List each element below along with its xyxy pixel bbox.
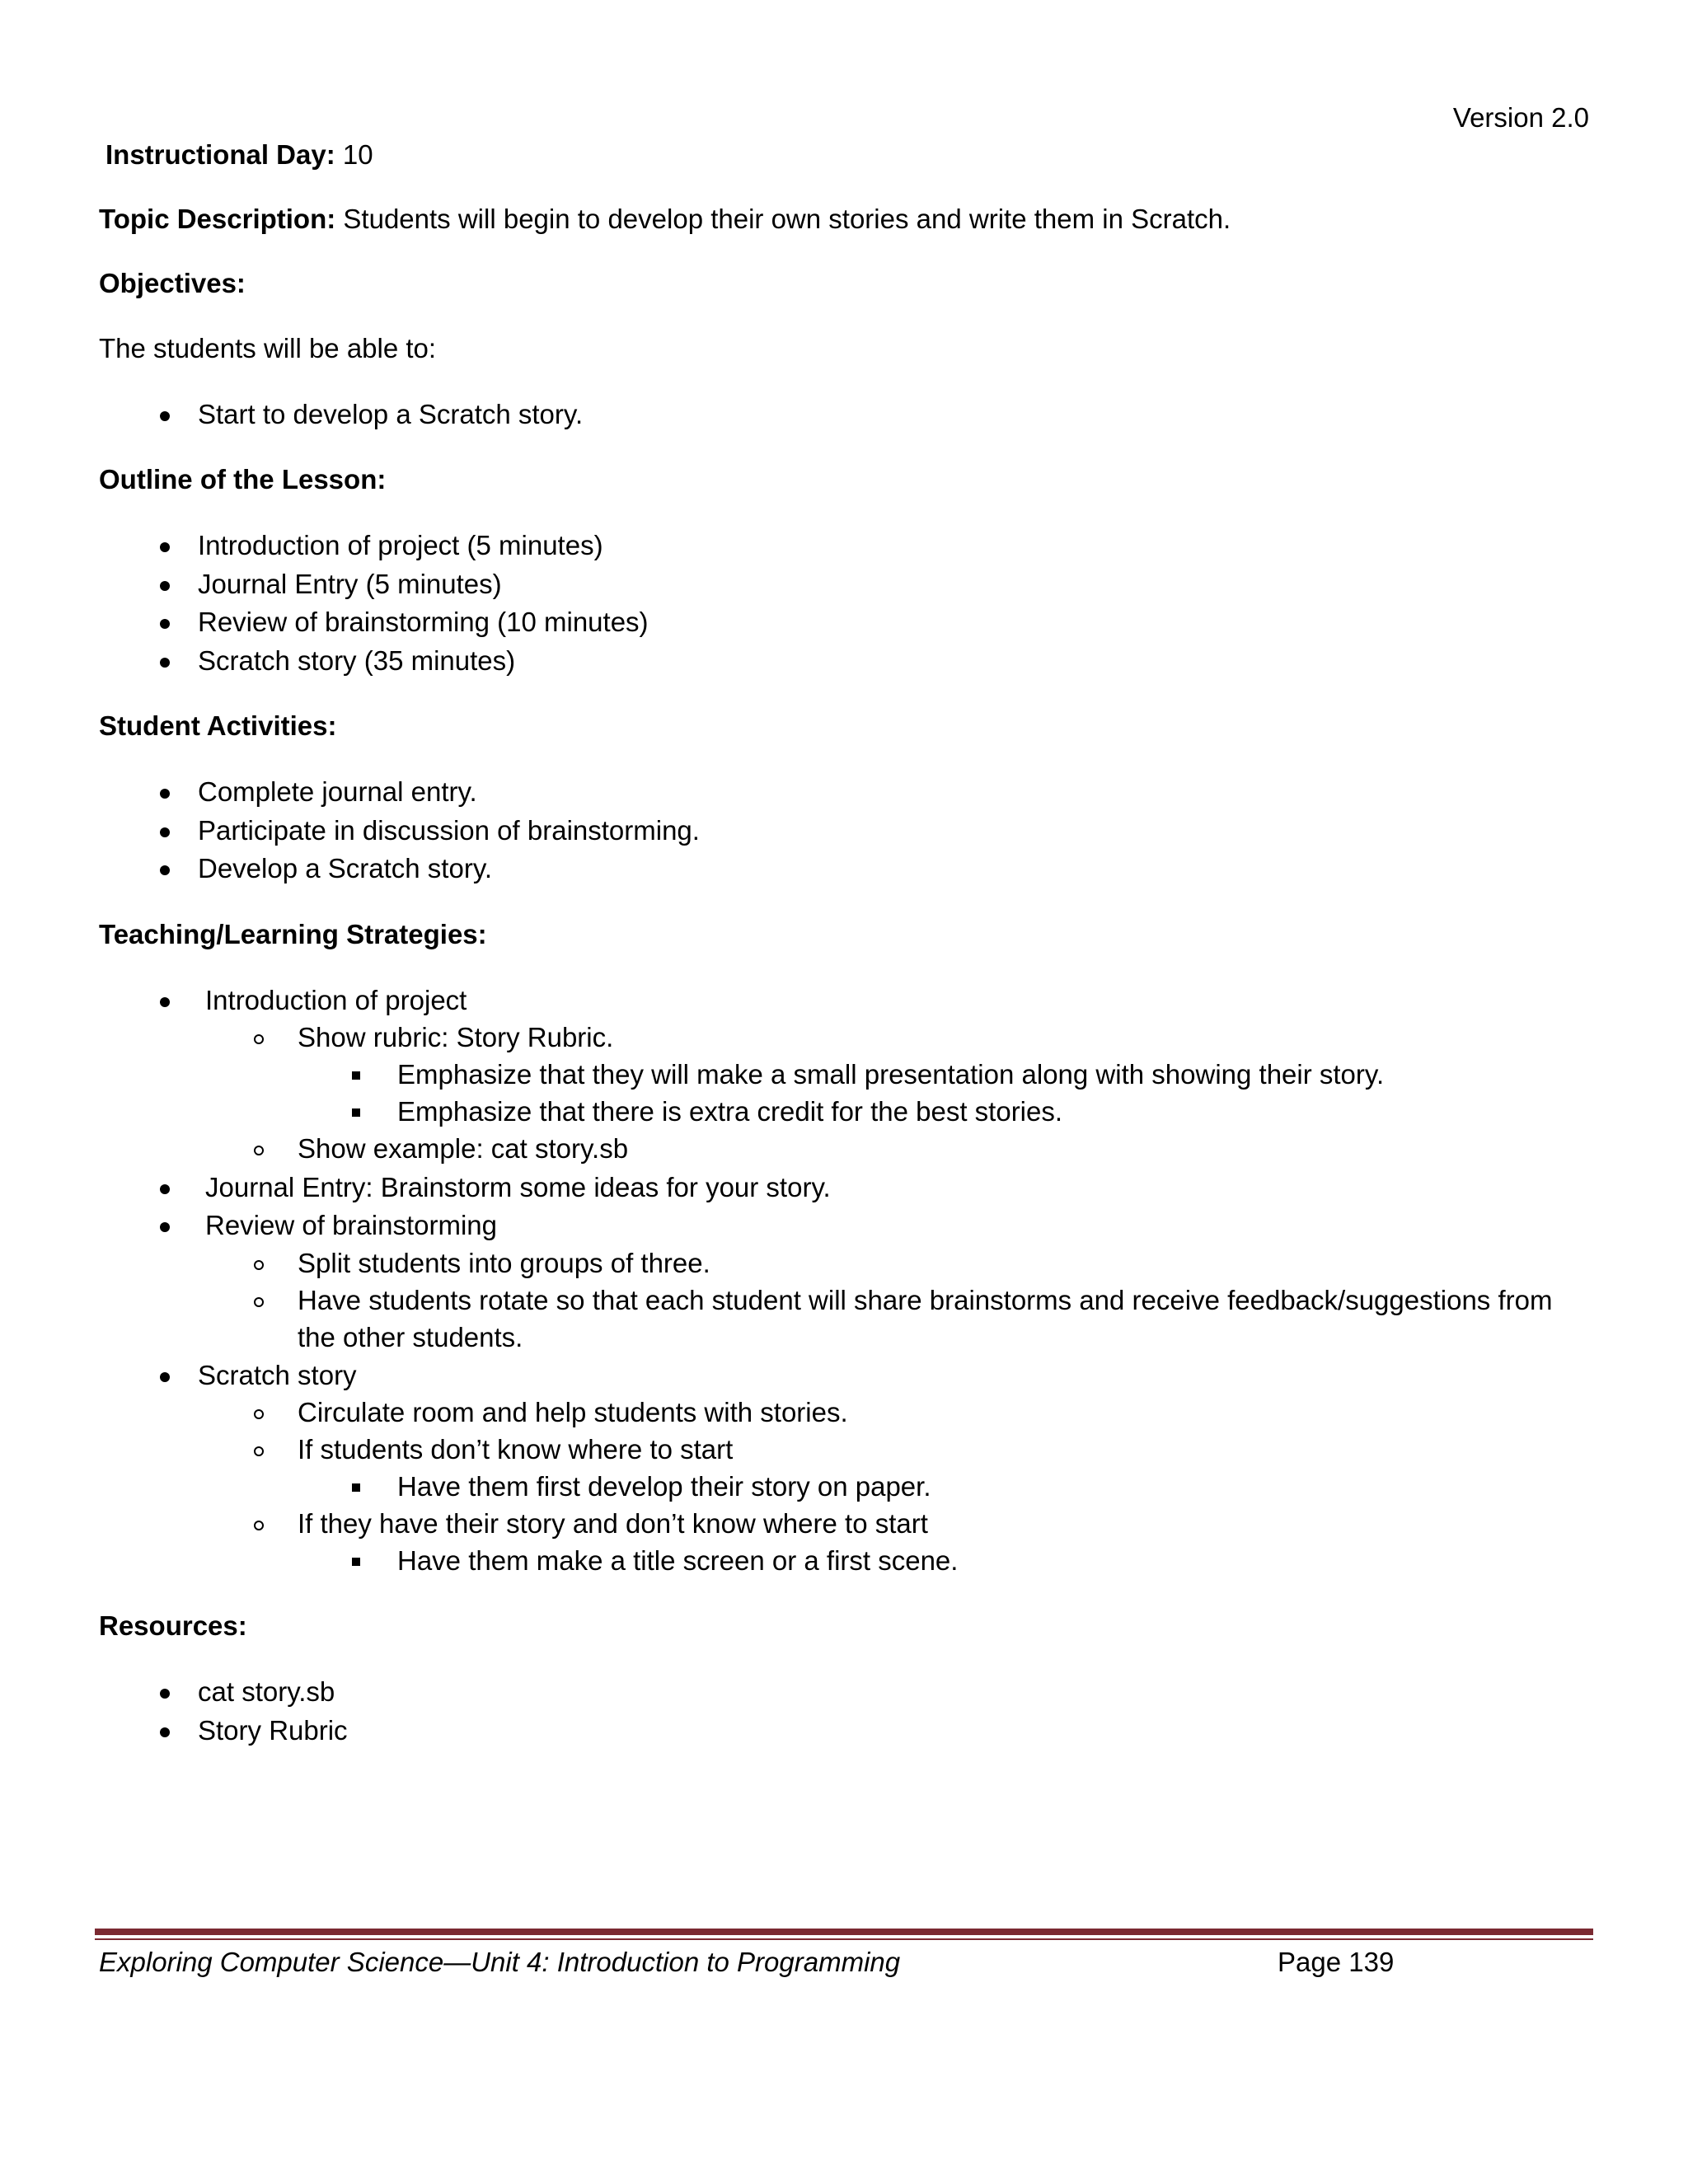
- bullet-icon: [148, 982, 181, 1019]
- bullet-icon: [148, 773, 181, 811]
- footer-divider-thin: [95, 1938, 1593, 1940]
- strategy-subitem: Have students rotate so that each student will share brainstorms and receive feedback/suggestions from: [298, 1285, 1553, 1315]
- bullet-icon: [148, 812, 181, 850]
- bullet-icon: [148, 1207, 181, 1244]
- footer-page-number: Page 139: [1278, 1947, 1395, 1977]
- objective-item: Start to develop a Scratch story.: [198, 399, 584, 429]
- objectives-heading: Objectives:: [99, 268, 246, 298]
- strategies-heading: Teaching/Learning Strategies:: [99, 919, 487, 949]
- circle-bullet-icon: [242, 1019, 275, 1057]
- strategy-item: Introduction of project: [205, 985, 467, 1015]
- square-bullet-icon: [340, 1056, 373, 1094]
- activity-item: Complete journal entry.: [198, 776, 477, 807]
- resource-item: cat story.sb: [198, 1676, 335, 1707]
- resources-heading: Resources:: [99, 1610, 247, 1641]
- strategy-subitem: If students don’t know where to start: [298, 1434, 734, 1465]
- topic-description-label: Topic Description:: [99, 204, 336, 234]
- outline-item: Review of brainstorming (10 minutes): [198, 607, 649, 637]
- strategy-subsubitem: Have them make a title screen or a first scene.: [397, 1545, 959, 1576]
- strategy-subitem: Show example: cat story.sb: [298, 1133, 629, 1164]
- bullet-icon: [148, 527, 181, 565]
- outline-item: Journal Entry (5 minutes): [198, 569, 502, 599]
- strategy-item: Journal Entry: Brainstorm some ideas for your story.: [205, 1172, 831, 1202]
- strategy-subitem: If they have their story and don’t know where to start: [298, 1508, 928, 1539]
- bullet-icon: [148, 1712, 181, 1750]
- version-label: Version 2.0: [1452, 102, 1589, 133]
- circle-bullet-icon: [242, 1431, 275, 1469]
- bullet-icon: [148, 850, 181, 888]
- instructional-day-value: 10: [342, 139, 373, 170]
- instructional-day-label: Instructional Day:: [106, 139, 335, 170]
- objectives-intro: The students will be able to:: [99, 333, 437, 363]
- activity-item: Participate in discussion of brainstorming.: [198, 815, 700, 846]
- bullet-icon: [148, 603, 181, 641]
- strategy-subsubitem: Have them first develop their story on paper.: [397, 1471, 931, 1502]
- bullet-icon: [148, 642, 181, 680]
- circle-bullet-icon: [242, 1130, 275, 1168]
- topic-description: [99, 200, 1231, 238]
- outline-item: Introduction of project (5 minutes): [198, 530, 603, 560]
- square-bullet-icon: [340, 1468, 373, 1506]
- strategy-subitem: Show rubric: Story Rubric.: [298, 1022, 614, 1052]
- circle-bullet-icon: [242, 1244, 275, 1282]
- square-bullet-icon: [340, 1542, 373, 1580]
- outline-item: Scratch story (35 minutes): [198, 645, 516, 676]
- bullet-icon: [148, 1673, 181, 1711]
- topic-description-text: Students will begin to develop their own stories and write them in Scratch.: [343, 204, 1231, 234]
- footer-course-title: Exploring Computer Science—Unit 4: Introduction to Programming: [99, 1947, 901, 1977]
- strategy-subitem-continuation: the other students.: [298, 1322, 523, 1352]
- bullet-icon: [148, 396, 181, 434]
- strategy-subitem: Split students into groups of three.: [298, 1248, 710, 1278]
- bullet-icon: [148, 1169, 181, 1207]
- strategy-item: Scratch story: [198, 1360, 357, 1390]
- circle-bullet-icon: [242, 1394, 275, 1432]
- outline-heading: Outline of the Lesson:: [99, 464, 387, 494]
- bullet-icon: [148, 565, 181, 603]
- student-activities-heading: Student Activities:: [99, 710, 337, 741]
- strategy-subitem: Circulate room and help students with stories.: [298, 1397, 848, 1427]
- bullet-icon: [148, 1357, 181, 1394]
- instructional-day: [106, 136, 373, 174]
- footer-divider: [95, 1929, 1593, 1935]
- circle-bullet-icon: [242, 1505, 275, 1543]
- strategy-subsubitem: Emphasize that there is extra credit for the best stories.: [397, 1096, 1063, 1127]
- strategy-item: Review of brainstorming: [205, 1210, 497, 1240]
- square-bullet-icon: [340, 1093, 373, 1131]
- strategy-subsubitem: Emphasize that they will make a small presentation along with showing their story.: [397, 1059, 1385, 1090]
- resource-item: Story Rubric: [198, 1715, 348, 1746]
- activity-item: Develop a Scratch story.: [198, 853, 493, 883]
- circle-bullet-icon: [242, 1282, 275, 1319]
